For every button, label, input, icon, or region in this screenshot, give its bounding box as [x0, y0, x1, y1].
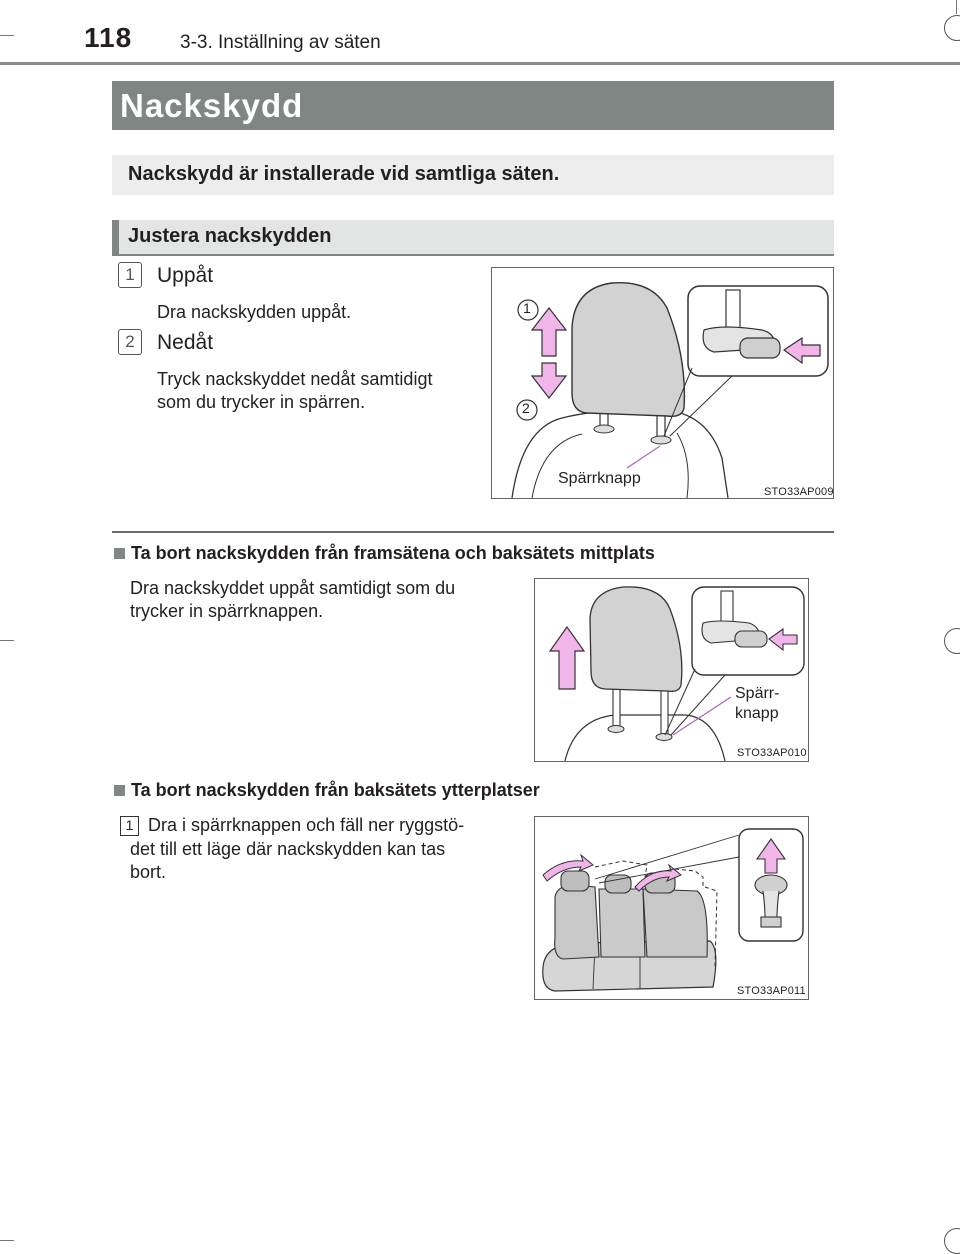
- arrow-down-icon: [532, 363, 566, 398]
- callout-latch-line1: Spärr-: [735, 685, 780, 702]
- intro-text: Nackskydd är installerade vid samtliga säten.: [128, 163, 560, 185]
- heading-remove-front: Ta bort nackskydden från framsätena och baksätets mittplats: [131, 543, 655, 563]
- rear-seat-illustration: [535, 817, 808, 999]
- intro-box: [112, 155, 834, 195]
- figure-headrest-adjust: [491, 267, 834, 499]
- item-desc-down-line1: Tryck nackskyddet nedåt samtidigt: [157, 369, 433, 389]
- item-label-down: Nedåt: [157, 331, 214, 354]
- registration-mark: [944, 15, 960, 41]
- section-breadcrumb: 3-3. Inställning av säten: [180, 32, 381, 53]
- arrow-up-icon: [550, 627, 584, 689]
- remove-rear-line3: bort.: [130, 862, 167, 882]
- header-rule: [0, 62, 960, 65]
- item-label-up: Uppåt: [157, 264, 214, 287]
- figure-code: STO33AP010: [737, 747, 807, 759]
- heading-remove-rear: Ta bort nackskydden från baksätets ytterplatser: [131, 780, 540, 800]
- registration-mark: [944, 628, 960, 654]
- crop-mark: [0, 640, 14, 641]
- item-desc-up: Dra nackskydden uppåt.: [157, 302, 352, 322]
- figure-rear-seat: [534, 816, 809, 1000]
- figure-label-1: 1: [523, 300, 531, 316]
- bullet-square-icon: [114, 785, 125, 796]
- item-desc-down-line2: som du trycker in spärren.: [157, 392, 366, 412]
- remove-front-line2: trycker in spärrknappen.: [130, 601, 324, 621]
- page-title: Nackskydd: [120, 87, 304, 124]
- page-number: 118: [84, 22, 133, 53]
- crop-mark: [0, 35, 14, 36]
- headrest-adjust-illustration: [492, 268, 833, 498]
- crop-mark: [956, 0, 957, 14]
- page-title-bar: [112, 81, 834, 130]
- figure-label-2: 2: [522, 400, 530, 416]
- figure-headrest-remove: [534, 578, 809, 762]
- step-number-icon: 1: [118, 262, 142, 288]
- callout-latch-line2: knapp: [735, 705, 779, 722]
- crop-mark: [0, 1240, 14, 1241]
- step-number-icon: 1: [120, 816, 139, 836]
- bullet-square-icon: [114, 548, 125, 559]
- subsection-title: Justera nackskydden: [128, 225, 332, 247]
- subsection-bar: [112, 220, 834, 256]
- step-number-icon: 2: [118, 329, 142, 355]
- remove-rear-line2: det till ett läge där nackskydden kan tas: [130, 839, 446, 859]
- section-divider: [112, 531, 834, 533]
- headrest-remove-illustration: [535, 579, 808, 761]
- registration-mark: [944, 1228, 960, 1254]
- figure-code: STO33AP011: [737, 985, 806, 997]
- figure-code: STO33AP009: [764, 486, 834, 498]
- remove-rear-line1: Dra i spärrknappen och fäll ner ryggstö-: [148, 815, 465, 835]
- callout-latch-button: Spärrknapp: [558, 470, 641, 487]
- remove-front-line1: Dra nackskyddet uppåt samtidigt som du: [130, 578, 456, 598]
